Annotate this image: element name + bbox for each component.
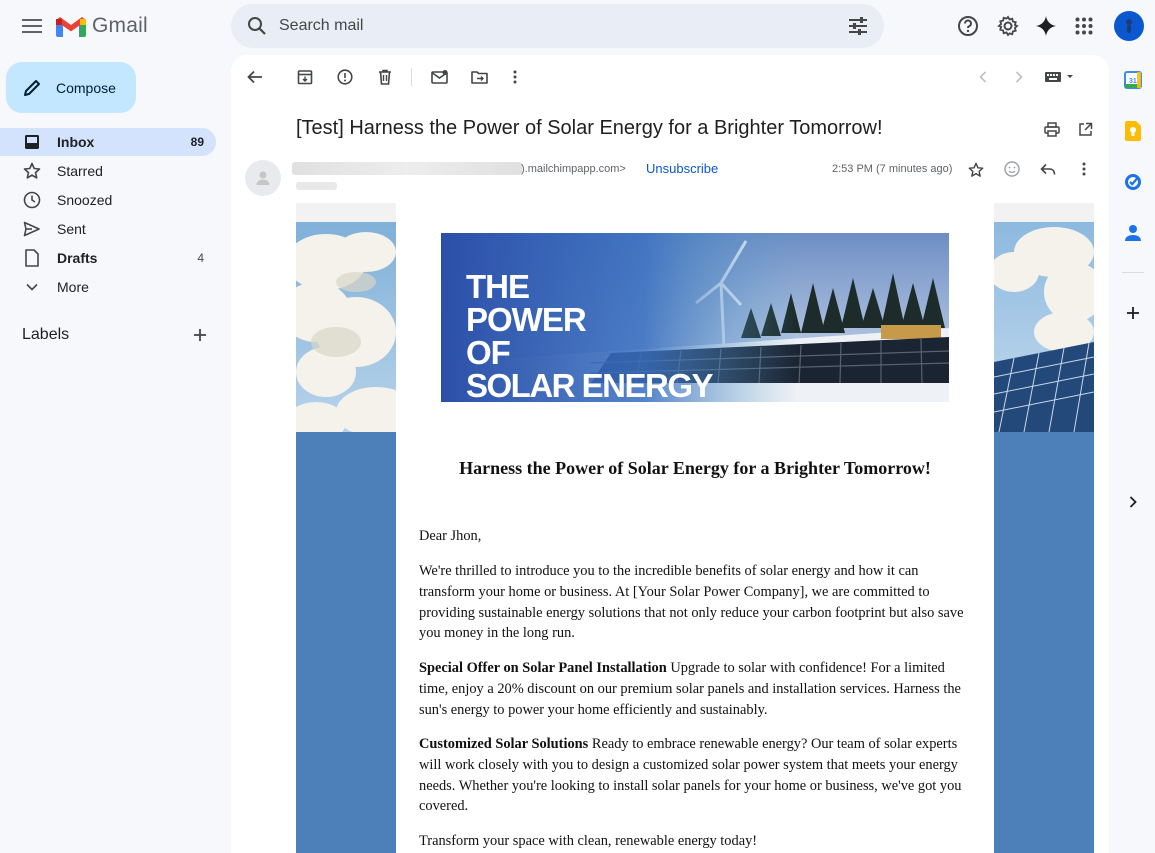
contacts-app-button[interactable] [1122,222,1144,244]
nav-label: More [57,279,89,295]
offer-title: Special Offer on Solar Panel Installation [419,660,667,676]
email-headline: Harness the Power of Solar Energy for a Brighter Tomorrow! [459,458,931,478]
gmail-logo[interactable] [56,12,148,40]
banner-line-4: SOLAR ENERGY [466,367,713,402]
app-name: Gmail [92,14,148,37]
calendar-app-button[interactable] [1122,69,1144,91]
star-message-button[interactable] [965,159,987,181]
recipient-redacted [296,182,337,190]
nav-item-snoozed[interactable] [0,186,216,214]
email-intro: We're thrilled to introduce you to the incredible benefits of solar energy and how it can transform your home or business. At [Your Solar Power Company], we are committed to providing sustainable energy solutions that not only reduce your carbon footprint but also save you money in the long run. [419,563,964,642]
trash-icon [378,69,392,85]
banner-line-3: OF [466,334,510,371]
nav-label: Sent [57,221,86,237]
print-button[interactable] [1041,118,1063,140]
more-actions-button[interactable] [504,66,526,88]
nav-item-sent[interactable] [0,215,216,243]
search-icon[interactable] [247,16,267,36]
nav-item-inbox[interactable] [0,128,216,156]
archive-button[interactable] [294,66,316,88]
print-icon [1044,122,1060,137]
sender-name-redacted [292,162,522,175]
archive-icon [297,69,313,85]
open-in-new-icon [1078,122,1093,137]
chevron-right-icon [1129,496,1137,508]
offer-text: Upgrade to solar with confidence! For a limited time, enjoy a 20% discount on our premium solar panels and installation services. Harness the sun's energy to power your home efficiently and sustainably. [419,660,961,718]
custom-text: Ready to embrace renewable energy? Our team of solar experts will work closely with you to design a customized solar power system that meets your energy needs. Whether you're looking to install solar panels for your home or business, we've got you covered. [419,736,962,815]
input-tools-button[interactable] [1044,66,1076,88]
inbox-icon [22,132,42,152]
banner-line-1: THE [466,268,529,305]
folder-move-icon [471,70,488,84]
compose-button[interactable] [6,62,136,113]
keep-app-button[interactable] [1122,120,1144,142]
calendar-icon [1124,71,1142,89]
get-addons-button[interactable] [1122,302,1144,324]
hamburger-icon [22,19,42,33]
email-greeting: Dear Jhon, [419,528,482,544]
message-more-button[interactable] [1073,158,1095,180]
support-button[interactable] [952,10,984,42]
toolbar-divider [411,68,412,86]
compose-label: Compose [56,79,116,96]
rail-divider [1122,272,1144,273]
main-menu-button[interactable] [16,10,48,42]
person-icon [255,170,271,186]
contacts-icon [1125,224,1141,242]
mark-unread-button[interactable] [428,66,450,88]
tasks-icon [1124,173,1142,191]
gemini-button[interactable] [1030,10,1062,42]
help-icon [957,15,979,37]
emoji-icon [1004,161,1020,177]
clock-icon [22,190,42,210]
older-button[interactable] [1008,66,1030,88]
unsubscribe-link[interactable]: Unsubscribe [646,161,719,176]
search-bar[interactable] [231,4,884,48]
svg-text:31: 31 [1129,78,1137,85]
nav-item-more[interactable] [0,273,216,301]
more-vert-icon [513,70,517,84]
chevron-left-icon [979,71,987,83]
banner-line-2: POWER [466,301,586,338]
apps-button[interactable] [1068,10,1100,42]
chevron-down-icon [22,277,42,297]
more-vert-icon [1082,162,1086,176]
keep-icon [1125,121,1141,141]
right-solar-image [994,222,1094,432]
gear-icon [997,15,1019,37]
sender-email: ).mailchimpapp.com> [521,163,626,175]
newer-button[interactable] [972,66,994,88]
send-icon [22,219,42,239]
nav-label: Snoozed [57,192,113,208]
message-subject: [Test] Harness the Power of Solar Energy for a Brighter Tomorrow! [296,117,883,139]
reply-icon [1040,163,1056,176]
search-options-icon[interactable] [848,17,868,35]
message-time: 2:53 PM (7 minutes ago) [832,163,953,175]
plus-icon [1125,305,1141,321]
chevron-right-icon [1015,71,1023,83]
pencil-icon [22,78,42,98]
plus-icon [190,325,210,345]
back-button[interactable] [244,66,266,88]
nav-label: Starred [57,163,103,179]
nav-label: Drafts [57,250,98,266]
show-side-panel-button[interactable] [1122,491,1144,513]
draft-icon [22,248,42,268]
nav-item-starred[interactable] [0,157,216,185]
star-icon [22,161,42,181]
user-icon [1122,17,1136,35]
tasks-app-button[interactable] [1122,171,1144,193]
search-input[interactable]: Search mail [279,17,364,34]
arrow-left-icon [247,70,263,84]
open-new-window-button[interactable] [1074,118,1096,140]
labels-heading: Labels [22,326,70,343]
left-sky-image [296,222,396,432]
delete-button[interactable] [374,66,396,88]
sender-avatar[interactable] [245,160,281,196]
gmail-m-icon [56,15,86,37]
move-to-button[interactable] [468,66,490,88]
account-avatar[interactable] [1114,11,1144,41]
settings-button[interactable] [992,10,1024,42]
grid-icon [1075,17,1093,35]
email-custom-paragraph [419,734,974,817]
nav-label: Inbox [57,134,95,150]
alert-icon [337,69,353,85]
email-offer-paragraph [419,658,974,720]
mail-unread-icon [431,70,448,84]
nav-item-drafts[interactable] [0,244,216,272]
solar-energy-banner [441,233,949,402]
sparkle-icon [1035,15,1057,37]
report-spam-button[interactable] [334,66,356,88]
star-icon [968,162,984,178]
add-reaction-button[interactable] [1001,158,1023,180]
nav-count: 4 [197,251,204,265]
email-closing: Transform your space with clean, renewable energy today! [419,833,758,849]
create-label-button[interactable] [190,325,210,345]
keyboard-icon [1045,71,1075,83]
custom-title: Customized Solar Solutions [419,736,589,752]
reply-button[interactable] [1037,158,1059,180]
nav-count: 89 [190,135,204,149]
